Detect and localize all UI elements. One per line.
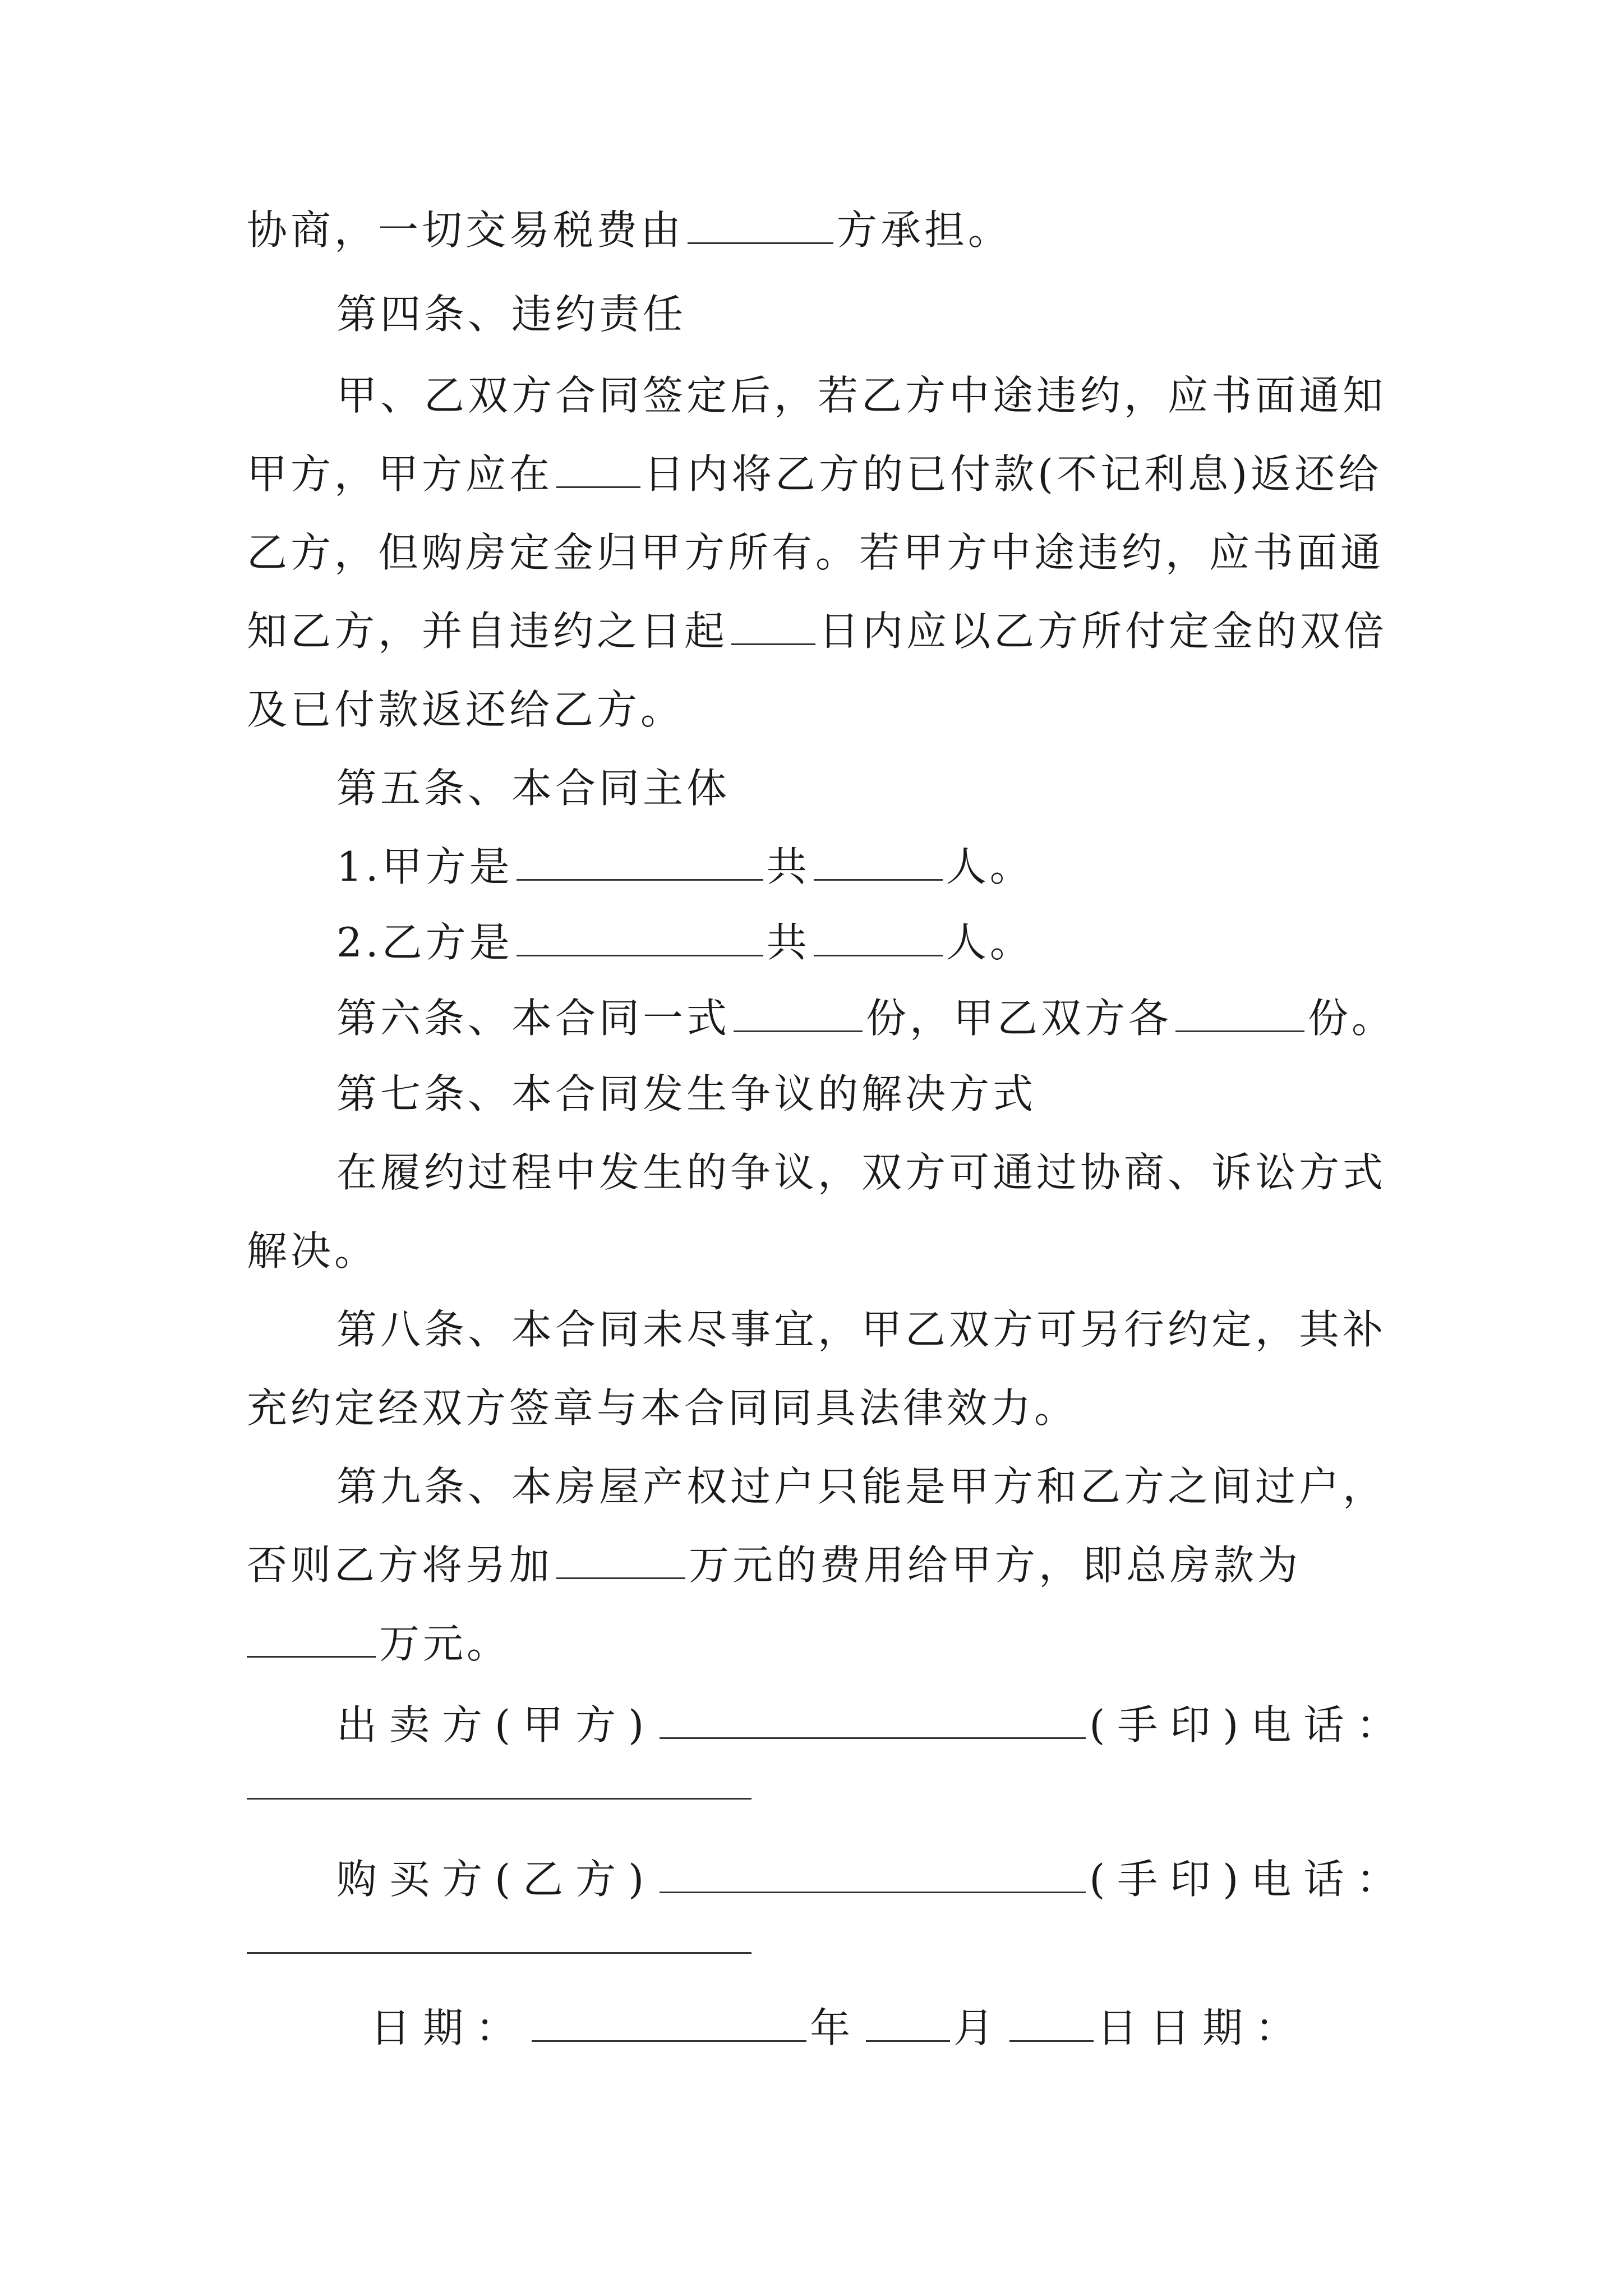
text: 充约定经双方签章与本合同同具法律效力。	[247, 1384, 1078, 1432]
text: 知乙方，并自违约之日起	[247, 608, 728, 655]
text: 协商，一切交易税费由	[247, 206, 685, 254]
text: 年	[810, 2004, 863, 2051]
buyer-phone-rule	[247, 1952, 751, 1954]
blank	[556, 1543, 685, 1579]
paragraph-line	[247, 1223, 378, 1279]
blank	[734, 996, 863, 1032]
text: 2.乙方是	[336, 919, 513, 966]
text: 第八条、本合同未尽事宜，甲乙双方可另行约定，其补	[336, 1306, 1387, 1353]
paragraph-line	[336, 367, 1386, 424]
text: 第五条、本合同主体	[336, 765, 731, 812]
blank	[660, 1703, 1086, 1739]
heading-article-4	[336, 286, 686, 342]
paragraph-line	[247, 1616, 510, 1672]
blank	[517, 844, 763, 881]
blank	[1175, 996, 1304, 1032]
heading-article-7	[336, 1066, 1036, 1122]
text: 日内应以乙方所付定金的双倍	[819, 608, 1388, 655]
blank	[731, 609, 815, 645]
paragraph-line	[336, 1144, 1386, 1200]
paragraph-line	[247, 524, 1384, 581]
paragraph-line	[247, 1380, 1078, 1436]
blank	[814, 920, 943, 956]
text: 份，甲乙双方各	[866, 995, 1173, 1042]
blank	[247, 1621, 376, 1658]
blank	[556, 452, 640, 488]
date-line	[370, 2000, 1308, 2056]
text: 第六条、本合同一式	[336, 995, 731, 1042]
text: 第四条、违约责任	[336, 291, 687, 338]
text: (手印)电话：	[1089, 1856, 1409, 1903]
heading-article-5	[336, 760, 730, 816]
blank	[866, 2005, 950, 2042]
text: 日日期：	[1097, 2004, 1308, 2051]
text: 月	[953, 2004, 1007, 2051]
text: 人。	[946, 843, 1034, 890]
paragraph-line	[336, 1458, 1386, 1515]
party-b-line	[336, 914, 1034, 970]
text: 日内将乙方的已付款(不记利息)返还给	[644, 450, 1382, 498]
blank	[532, 2005, 806, 2042]
paragraph-line	[247, 603, 1387, 659]
text: 人。	[946, 919, 1034, 966]
blank	[814, 844, 943, 881]
blank	[517, 920, 763, 956]
buyer-signature-line	[336, 1851, 1409, 1907]
text: 方承担。	[837, 206, 1012, 254]
blank	[1009, 2005, 1094, 2042]
text: 否则乙方将另加	[247, 1542, 554, 1589]
text: 在履约过程中发生的争议，双方可通过协商、诉讼方式	[336, 1149, 1387, 1196]
text: 购买方(乙方)	[336, 1856, 657, 1903]
line-tax	[247, 202, 1012, 258]
text: 及已付款返还给乙方。	[247, 686, 685, 733]
text: 份。	[1308, 995, 1396, 1042]
text: 第七条、本合同发生争议的解决方式	[336, 1070, 1037, 1117]
text: 解决。	[247, 1227, 379, 1274]
text: 万元的费用给甲方，即总房款为	[689, 1542, 1302, 1589]
text: 甲、乙双方合同签定后，若乙方中途违约，应书面通知	[336, 372, 1387, 419]
text: 出卖方(甲方)	[336, 1701, 657, 1749]
party-a-line	[336, 839, 1034, 895]
text: 共	[766, 919, 810, 966]
text: 乙方，但购房定金归甲方所有。若甲方中途违约，应书面通	[247, 529, 1385, 576]
seller-signature-line	[336, 1697, 1409, 1753]
article-6-line	[336, 990, 1395, 1046]
text: 第九条、本房屋产权过户只能是甲方和乙方之间过户，	[336, 1463, 1387, 1510]
paragraph-line	[247, 1537, 1301, 1593]
text: 甲方，甲方应在	[247, 450, 554, 498]
text: 万元。	[379, 1620, 511, 1667]
blank	[688, 208, 833, 244]
seller-phone-rule	[247, 1798, 751, 1800]
blank	[660, 1857, 1086, 1893]
text: 日期：	[370, 2004, 529, 2051]
text: 共	[766, 843, 810, 890]
paragraph-line	[247, 682, 684, 738]
paragraph-line	[336, 1301, 1386, 1358]
text: (手印)电话：	[1089, 1701, 1409, 1749]
text: 1.甲方是	[336, 843, 513, 890]
paragraph-line	[247, 446, 1382, 502]
